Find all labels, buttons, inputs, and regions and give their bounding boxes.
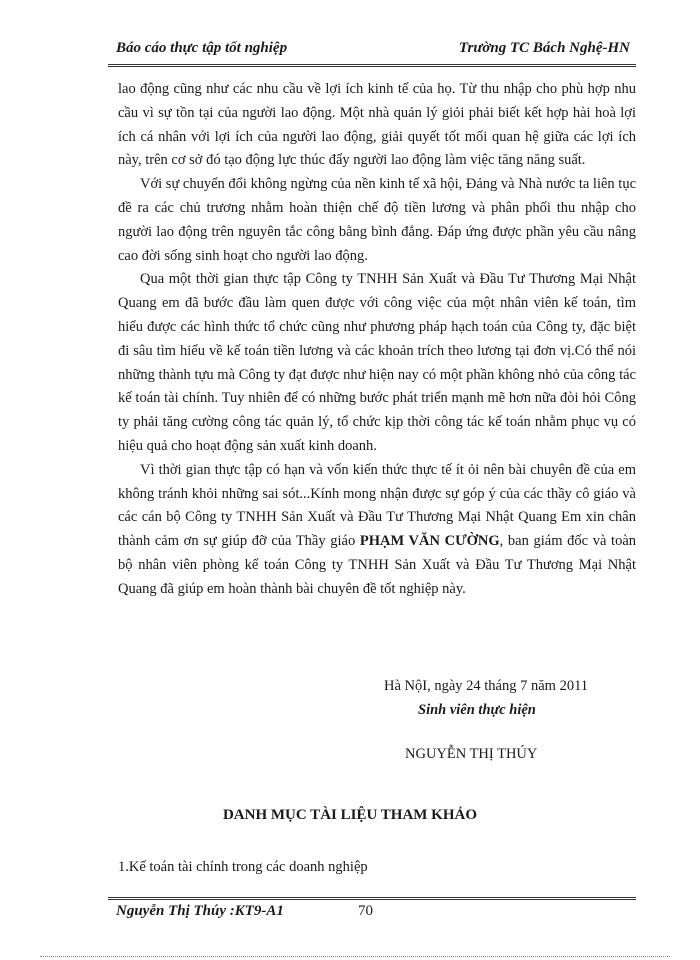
signature-place-date: Hà NộI, ngày 24 tháng 7 năm 2011 (384, 678, 589, 694)
footer-author: Nguyễn Thị Thúy :KT9-A1 (116, 903, 284, 919)
header-school-name: Trường TC Bách Nghệ-HN (458, 40, 630, 56)
paragraph-closing (118, 459, 636, 602)
signature-name: NGUYỄN THỊ THÚY (405, 746, 538, 762)
signature-role: Sinh viên thực hiện (418, 702, 536, 718)
header-divider (108, 64, 636, 67)
page-header (108, 40, 636, 64)
reference-item: 1.Kế toán tài chính trong các doanh nghiệp (118, 859, 368, 875)
paragraph-3: Qua một thời gian thực tập Công ty TNHH Sản Xuất và Đầu Tư Thương Mại Nhật Quang em đã bước đầu làm quen được với công việc của một nhân viên kế toán, tìm hiểu được các hình thức tổ chức cũng như phương pháp hạch toán của Công ty, đặc biệt đi sâu tìm hiểu về kế toán tiền lương và các khoản trích theo lương tại đơn vị.Có thể nói những thành tựu mà Công ty đạt được như hiện nay có một phần không nhỏ của công tác kế toán tài chính. Tuy nhiên để có những bước phát triển mạnh mẽ hơn nữa đòi hỏi Công ty phải tăng cường công tác quản lý, tổ chức kịp thời công tác kế toán nhằm phục vụ có hiệu quả cho hoạt động sản xuất kinh doanh. (118, 271, 636, 454)
teacher-name: PHẠM VĂN CƯỜNG (359, 533, 500, 550)
references-title: DANH MỤC TÀI LIỆU THAM KHẢO (222, 807, 478, 823)
page-number: 70 (358, 903, 373, 919)
footer-divider (108, 897, 636, 900)
page-bottom-dotted-line (40, 956, 670, 957)
header-report-title: Báo cáo thực tập tốt nghiệp (116, 40, 288, 56)
closing-text-after: , ban giám đốc và toàn bộ nhân viên phòng kế toán Công ty TNHH Sản Xuất và Đầu Tư Thương Mại Nhật Quang đã giúp em hoàn thành bài chuyên đề tốt nghiệp này. (118, 533, 636, 597)
paragraph-1: lao động cũng như các nhu cầu về lợi ích kinh tế của họ. Từ thu nhập cho phù hợp nhu cầu vì sự tồn tại của người lao động. Một nhà quản lý giỏi phải biết kết hợp hài hoà lợi ích cá nhân với lợi ích của người lao động, giải quyết tốt mối quan hệ giữa các lợi ích này, trên cơ sở đó tạo động lực thúc đẩy người lao động làm việc tăng năng suất. (118, 81, 636, 169)
closing-text-before: Vì thời gian thực tập có hạn và vốn kiến thức thực tế ít ỏi nên bài chuyên đề của em không tránh khỏi những sai sót...Kính mong nhận được sự góp ý của các thầy cô giáo và các cán bộ Công ty TNHH Sản Xuất và Đầu Tư Thương Mại Nhật Quang Em xin chân thành cảm ơn sự giúp đỡ của Thầy giáo (118, 461, 636, 550)
paragraph-2: Với sự chuyển đổi không ngừng của nền kinh tế xã hội, Đảng và Nhà nước ta liên tục đề ra các chủ trương nhằm hoàn thiện chế độ tiền lương và phân phối thu nhập cho người lao động trên nguyên tắc công bằng bình đẳng. Đáp ứng được phần yêu cầu nâng cao đời sống sinh hoạt cho người lao động. (118, 176, 636, 264)
body-text (118, 78, 636, 602)
